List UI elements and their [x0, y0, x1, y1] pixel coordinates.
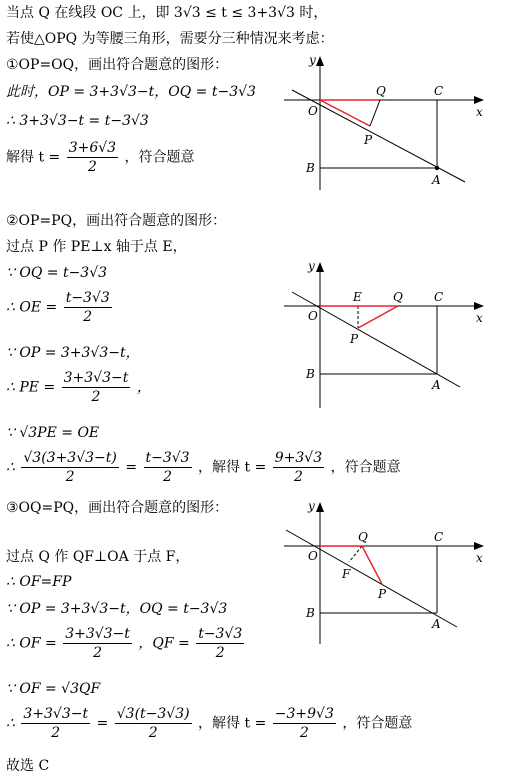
case3-line-f: ∴ $\frac{3+3√3-t}{2}$ = $\frac{√3(t-3√3)}{2}$ ，解得 t = $\frac{-3+9√3}{2}$ ，符合题意: [6, 706, 413, 741]
figure1-label-c: C: [434, 84, 444, 98]
case2-title: ②OP=PQ，画出符合题意的图形：: [6, 213, 227, 229]
figure2-label-o: O: [308, 309, 318, 323]
figure1-segment-pq: [370, 100, 380, 126]
figure3-label-o: O: [308, 549, 318, 563]
case3-line-d: ∴ OF = $\frac{3+3√3-t}{2}$ ，QF = $\frac{t-3√3}{2}$: [6, 626, 243, 661]
case2-result-fraction: $\frac{9+3√3}{2}$: [274, 450, 323, 485]
figure-case3: [282, 494, 492, 646]
case1-line-b: ∴ 3+3√3−t = t−3√3: [6, 113, 149, 129]
figure2-label-y: y: [308, 259, 315, 273]
figure1-label-q: Q: [376, 84, 386, 98]
case2-line-a: 过点 P 作 PE⊥x 轴于点 E，: [6, 239, 187, 255]
figure1-red-op: [320, 100, 370, 126]
figure2-label-x: x: [476, 311, 483, 325]
intro-line-1: 当点 Q 在线段 OC 上，即 3√3 ≤ t ≤ 3+3√3 时，: [6, 5, 328, 21]
case3-lhs-fraction: $\frac{3+3√3-t}{2}$: [23, 706, 89, 741]
figure3-label-f: F: [342, 567, 351, 581]
case3-rhs-fraction: $\frac{√3(t-3√3)}{2}$: [116, 706, 190, 741]
figure1-label-y: y: [309, 53, 316, 67]
case3-line-e: ∵ OF = √3QF: [6, 681, 101, 697]
case3-qf-fraction: $\frac{t-3√3}{2}$: [198, 626, 243, 661]
figure1-label-x: x: [476, 105, 483, 119]
figure3-label-c: C: [434, 530, 444, 544]
case3-line-c: ∵ OP = 3+3√3−t，OQ = t−3√3: [6, 601, 228, 617]
case1-title: ①OP=OQ，画出符合题意的图形：: [6, 57, 229, 73]
figure1-y-axis: [316, 56, 324, 190]
figure3-label-x: x: [476, 551, 483, 565]
figure2-label-p: P: [350, 332, 359, 346]
case2-line-g: ∴ $\frac{√3(3+3√3-t)}{2}$ = $\frac{t-3√3}{2}$ ，解得 t = $\frac{9+3√3}{2}$ ，符合题意: [6, 450, 401, 485]
case3-title: ③OQ=PQ，画出符合题意的图形：: [6, 500, 229, 516]
case2-line-c: ∴ OE = $\frac{t-3√3}{2}$: [6, 290, 110, 325]
figure2-red-pq: [358, 306, 398, 328]
case2-line-f: ∵ √3PE = OE: [6, 425, 100, 441]
figure1-label-p: P: [364, 133, 373, 147]
intro-line-2: 若使△OPQ 为等腰三角形，需要分三种情况来考虑：: [6, 31, 334, 47]
figure3-y-axis: [316, 502, 324, 644]
case3-of-fraction: $\frac{3+3√3-t}{2}$: [65, 626, 130, 661]
case1-fraction: $\frac{3+6√3}{2}$: [68, 140, 117, 175]
case1-solve-label: 解得 t =: [6, 149, 61, 166]
case1-line-c: [6, 140, 195, 175]
figure3-dashed-qf: [349, 546, 362, 562]
case3-line-a: 过点 Q 作 QF⊥OA 于点 F，: [6, 549, 190, 565]
case2-oe-fraction: $\frac{t-3√3}{2}$: [65, 290, 110, 325]
figure3-label-y: y: [308, 499, 315, 513]
figure3-label-a: A: [432, 617, 441, 631]
case2-rhs-fraction: $\frac{t-3√3}{2}$: [145, 450, 190, 485]
case1-line-a: 此时，OP = 3+3√3−t，OQ = t−3√3: [6, 84, 256, 100]
figure2-label-a: A: [432, 378, 441, 392]
figure1-label-o: O: [308, 104, 318, 118]
answer-line: 故选 C: [6, 758, 50, 774]
figure2-label-q: Q: [393, 290, 403, 304]
case2-line-e: ∴ PE = $\frac{3+3√3-t}{2}$ ，: [6, 370, 151, 405]
case2-line-d: ∵ OP = 3+3√3−t，: [6, 345, 140, 361]
figure3-label-q: Q: [358, 530, 368, 544]
case2-line-b: ∵ OQ = t−3√3: [6, 265, 108, 281]
figure3-label-p: P: [378, 587, 387, 601]
case3-line-b: ∴ OF=FP: [6, 574, 72, 590]
figure-case1: [282, 50, 492, 195]
figure1-label-a: A: [432, 173, 441, 187]
figure2-label-b: B: [306, 367, 315, 381]
figure1-point-a: [435, 166, 439, 170]
figure2-label-c: C: [434, 290, 444, 304]
case3-result-fraction: $\frac{-3+9√3}{2}$: [274, 706, 334, 741]
figure3-label-b: B: [306, 606, 315, 620]
figure1-label-b: B: [306, 161, 315, 175]
figure2-y-axis: [316, 262, 324, 408]
case1-conclusion: ，符合题意: [124, 149, 195, 166]
figure2-label-e: E: [353, 290, 362, 304]
case2-lhs-fraction: $\frac{√3(3+3√3-t)}{2}$: [23, 450, 117, 485]
figure-case2: [282, 254, 492, 412]
case2-pe-fraction: $\frac{3+3√3-t}{2}$: [63, 370, 129, 405]
